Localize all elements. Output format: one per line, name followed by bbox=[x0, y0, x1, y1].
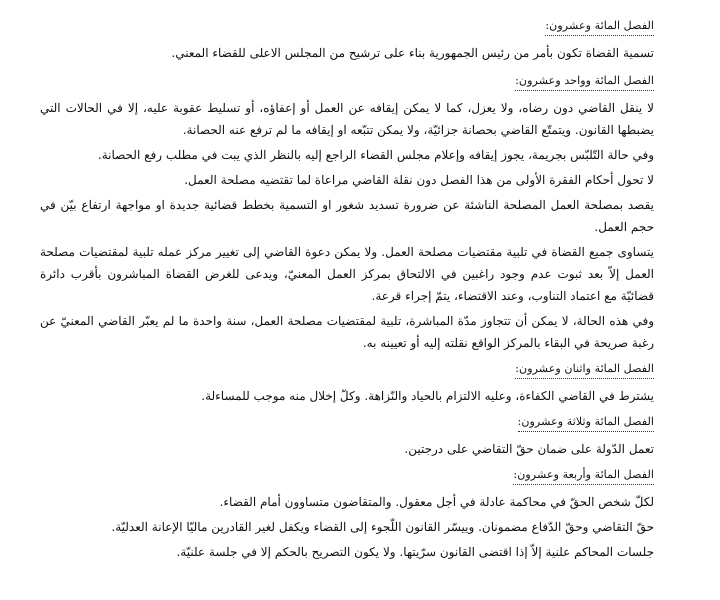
article-heading: الفصل المائة وأربعة وعشرون: bbox=[513, 467, 654, 485]
article-120 bbox=[40, 0, 654, 64]
article-paragraph: لا ينقل القاضي دون رضاه، ولا يعزل، كما لا يمكن إيقافه عن العمل أو إعفاؤه، أو تسليط عقوبة عليه، إلا في الحالات التي يضبطها القانون. ويتمتّع القاضي بحصانة جزائيّة، ولا يمكن تتبّعه او إيقافه ما لم ترفع عنه الحصانة. bbox=[40, 101, 654, 137]
article-heading: الفصل المائة وثلاثة وعشرون: bbox=[518, 414, 654, 432]
article-paragraph: حقّ التقاضي وحقّ الدّفاع مضمونان. وييسّر القانون اللّجوء إلى القضاء ويكفل لغير القادرين ماليّا الإعانة العدليّة. bbox=[111, 520, 654, 534]
article-121 bbox=[40, 67, 654, 354]
article-paragraph: يشترط في القاضي الكفاءة، وعليه الالتزام بالحياد والنّزاهة. وكلّ إخلال منه موجب للمساءلة. bbox=[201, 389, 654, 403]
article-paragraph: وفي هذه الحالة، لا يمكن أن تتجاوز مدّة المباشرة، تلبية لمقتضيات مصلحة العمل، سنة واحدة ما لم يعبّر القاضي المعنيّ عن رغبة صريحة في البقاء بالمركز الواقع نقلته إليه أو تعيينه به. bbox=[40, 314, 654, 350]
article-heading: الفصل المائة وواحد وعشرون: bbox=[515, 73, 654, 91]
article-paragraph: يقصد بمصلحة العمل المصلحة الناشئة عن ضرورة تسديد شغور او التسمية بخطط قضائية جديدة او مواجهة ارتفاع بيّن في حجم العمل. bbox=[40, 198, 654, 234]
article-paragraph: يتساوى جميع القضاة في تلبية مقتضيات مصلحة العمل. ولا يمكن دعوة القاضي إلى تغيير مركز عمله تلبية لمقتضيات مصلحة العمل إلاّ بعد ثبوت عدم وجود راغبين في الالتحاق بمركز العمل المعنيّ، ويدعى للغرض القضاة المباشرون بأقرب دائرة قضائيّة مع اعتماد التناوب، وعند الاقتضاء، يتمّ إجراء قرعة. bbox=[40, 245, 654, 303]
article-paragraph: لكلّ شخص الحقّ في محاكمة عادلة في أجل معقول. والمتقاضون متساوون أمام القضاء. bbox=[219, 495, 654, 509]
article-123 bbox=[40, 410, 654, 460]
article-paragraph: تسمية القضاة تكون بأمر من رئيس الجمهورية بناء على ترشيح من المجلس الاعلى للقضاء المعني. bbox=[171, 46, 654, 60]
article-124 bbox=[40, 463, 654, 563]
article-heading: الفصل المائة واثنان وعشرون: bbox=[515, 361, 654, 379]
article-paragraph: تعمل الدّولة على ضمان حقّ التقاضي على درجتين. bbox=[404, 442, 654, 456]
article-heading: الفصل المائة وعشرون: bbox=[545, 18, 654, 36]
article-122 bbox=[40, 357, 654, 407]
article-paragraph: جلسات المحاكم علنية إلاّ إذا اقتضى القانون سرّيتها. ولا يكون التصريح بالحكم إلا في جلسة علنيّة. bbox=[176, 545, 654, 559]
article-paragraph: وفي حالة التّلبّس بجريمة، يجوز إيقافه وإعلام مجلس القضاء الراجع إليه بالنظر الذي يبت في مطلب رفع الحصانة. bbox=[97, 148, 654, 162]
article-paragraph: لا تحول أحكام الفقرة الأولى من هذا الفصل دون نقلة القاضي مراعاة لما تقتضيه مصلحة العمل. bbox=[184, 173, 654, 187]
